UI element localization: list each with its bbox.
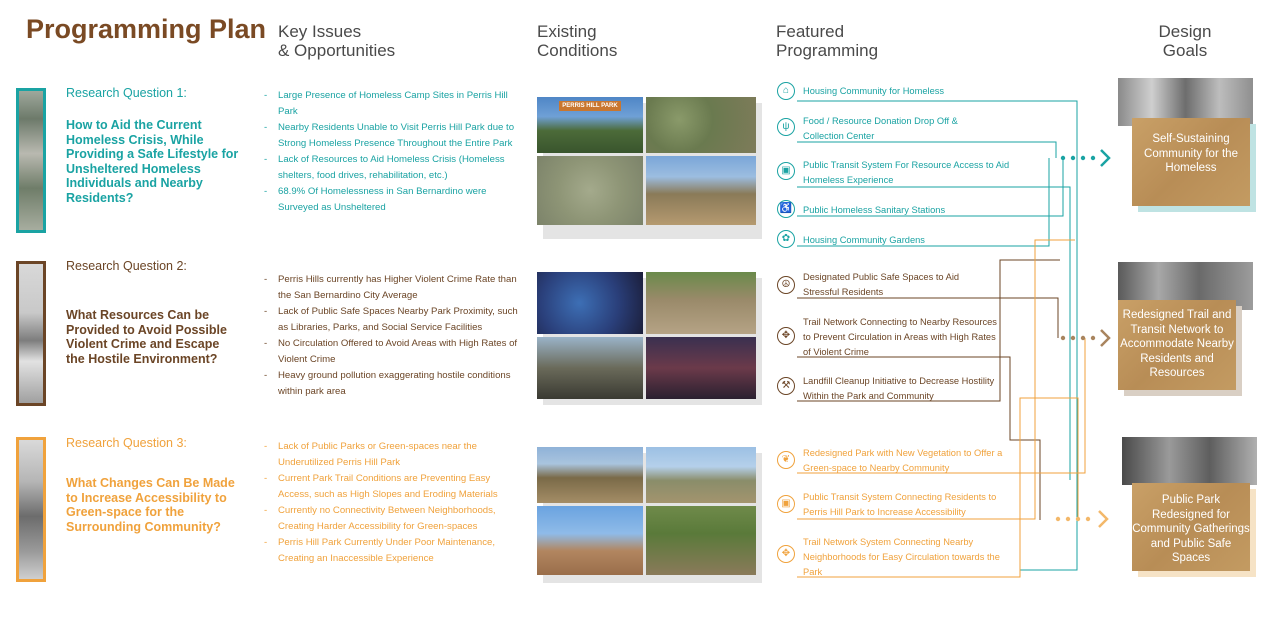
rq3-question: What Changes Can Be Made to Increase Accessibility to Green-space for the Surrounding Community? [66,476,235,534]
rq2-label: Research Question 2: [66,259,187,273]
peace-icon: ☮ [777,276,795,294]
header-goals-line1: Design [1158,22,1212,41]
program-item: Redesigned Park with New Vegetation to Offer a Green-space to Nearby Community [803,448,1003,473]
issue-item: - Perris Hill Park Currently Under Poor Maintenance, Creating an Inaccessible Experience [264,537,496,564]
header-featured-line2: Programming [776,41,879,60]
program-item: Trail Network System Connecting Nearby Neighborhoods for Easy Circulation towards the Park [803,537,1000,577]
rq3-label: Research Question 3: [66,436,187,450]
issue-item: - Perris Hills currently has Higher Violent Crime Rate than the San Bernardino City Average [264,274,517,301]
header-existing-line1: Existing [537,22,597,41]
utensils-icon: ψ [777,118,795,136]
program-item: Housing Community Gardens [803,235,925,245]
page-title: Programming Plan [26,14,267,44]
garden-icon: ✿ [777,230,795,248]
program-item: Public Homeless Sanitary Stations [803,205,946,215]
issue-text: Heavy ground pollution exaggerating hostile conditions within park area [278,370,511,397]
issue-item: - Large Presence of Homeless Camp Sites in Perris Hill Park [264,90,508,117]
bus-icon: ▣ [777,495,795,513]
issue-item: - No Circulation Offered to Avoid Areas with High Rates of Violent Crime [264,338,518,365]
issue-text: No Circulation Offered to Avoid Areas with High Rates of Violent Crime [278,338,518,365]
issue-item: - Nearby Residents Unable to Visit Perris Hill Park due to Strong Homeless Presence Throughout the Entire Park [264,122,515,149]
issue-item: - Heavy ground pollution exaggerating hostile conditions within park area [264,370,511,397]
issue-item: - Current Park Trail Conditions are Preventing Easy Access, such as High Slopes and Eroding Materials [264,473,498,500]
issue-text: Lack of Public Safe Spaces Nearby Park Proximity, such as Libraries, Parks, and Social Service Facilities [278,306,518,333]
goal2-card: Redesigned Trail and Transit Network to Accommodate Nearby Residents and Resources [1118,300,1236,390]
bus-icon: ▣ [777,162,795,180]
connector-teal-2 [797,142,1056,158]
issue-item: - Lack of Resources to Aid Homeless Crisis (Homeless shelters, food drives, rehabilitation, etc.) [264,154,505,181]
issue-text: Perris Hills currently has Higher Violent Crime Rate than the San Bernardino City Average [278,274,517,301]
header-issues-line1: Key Issues [278,22,362,41]
issue-text: Lack of Public Parks or Green-spaces near the Underutilized Perris Hill Park [278,441,477,468]
program-item: Landfill Cleanup Initiative to Decrease Hostility Within the Park and Community [803,376,995,401]
park-sign: PERRIS HILL PARK [559,101,621,111]
header-existing-line2: Conditions [537,41,618,60]
orange-arrow-dots [1056,511,1107,527]
rq1-label: Research Question 1: [66,86,187,100]
vegetation-icon: ❦ [777,451,795,469]
header-issues-line2: & Opportunities [278,41,396,60]
header-featured-line1: Featured [776,22,845,41]
house-icon: ⌂ [777,82,795,100]
issue-text: Large Presence of Homeless Camp Sites in Perris Hill Park [278,90,508,117]
goal1-card: Self-Sustaining Community for the Homeless [1132,118,1250,206]
teal-arrow-dots [1061,150,1109,166]
issue-text: Lack of Resources to Aid Homeless Crisis (Homeless shelters, food drives, rehabilitation, etc.) [278,154,505,181]
program-item: Trail Network Connecting to Nearby Resources to Prevent Circulation in Areas with High Rates of Violent Crime [803,317,997,357]
program-item: Food / Resource Donation Drop Off & Collection Center [803,116,958,141]
program-item: Housing Community for Homeless [803,86,945,96]
trail-network-icon: ✥ [777,327,795,345]
header-goals-line2: Goals [1162,41,1208,60]
issue-item: - Lack of Public Safe Spaces Nearby Park Proximity, such as Libraries, Parks, and Social Service Facilities [264,306,518,333]
issue-text: 68.9% Of Homelessness in San Bernardino were Surveyed as Unsheltered [278,186,487,213]
rq2-question: What Resources Can be Provided to Avoid Possible Violent Crime and Escape the Hostile Environment? [66,308,227,366]
issue-text: Currently no Connectivity Between Neighborhoods, Creating Harder Accessibility for Green-spaces [278,505,496,532]
goal3-card: Public Park Redesigned for Community Gatherings and Public Safe Spaces [1132,483,1250,571]
restroom-icon: ♿ [777,200,795,218]
program-item: Public Transit System Connecting Residents to Perris Hill Park to Increase Accessibility [803,492,997,517]
trail-network-icon: ✥ [777,545,795,563]
issue-item: - Currently no Connectivity Between Neighborhoods, Creating Harder Accessibility for Green-spaces [264,505,496,532]
rq1-question: How to Aid the Current Homeless Crisis, While Providing a Safe Lifestyle for Unsheltered Homeless Individuals and Nearby Residents? [66,118,239,205]
goal3-park-photo [1122,437,1257,485]
issue-item: - Lack of Public Parks or Green-spaces near the Underutilized Perris Hill Park [264,441,477,468]
issue-text: Perris Hill Park Currently Under Poor Maintenance, Creating an Inaccessible Experience [278,537,496,564]
cleanup-icon: ⚒ [777,377,795,395]
issue-item: - 68.9% Of Homelessness in San Bernardino were Surveyed as Unsheltered [264,186,487,213]
program-item: Public Transit System For Resource Access to Aid Homeless Experience [803,160,1010,185]
program-item: Designated Public Safe Spaces to Aid Stressful Residents [803,272,960,297]
issue-text: Current Park Trail Conditions are Preventing Easy Access, such as High Slopes and Eroding Materials [278,473,498,500]
issue-text: Nearby Residents Unable to Visit Perris Hill Park due to Strong Homeless Presence Throughout the Entire Park [278,122,515,149]
